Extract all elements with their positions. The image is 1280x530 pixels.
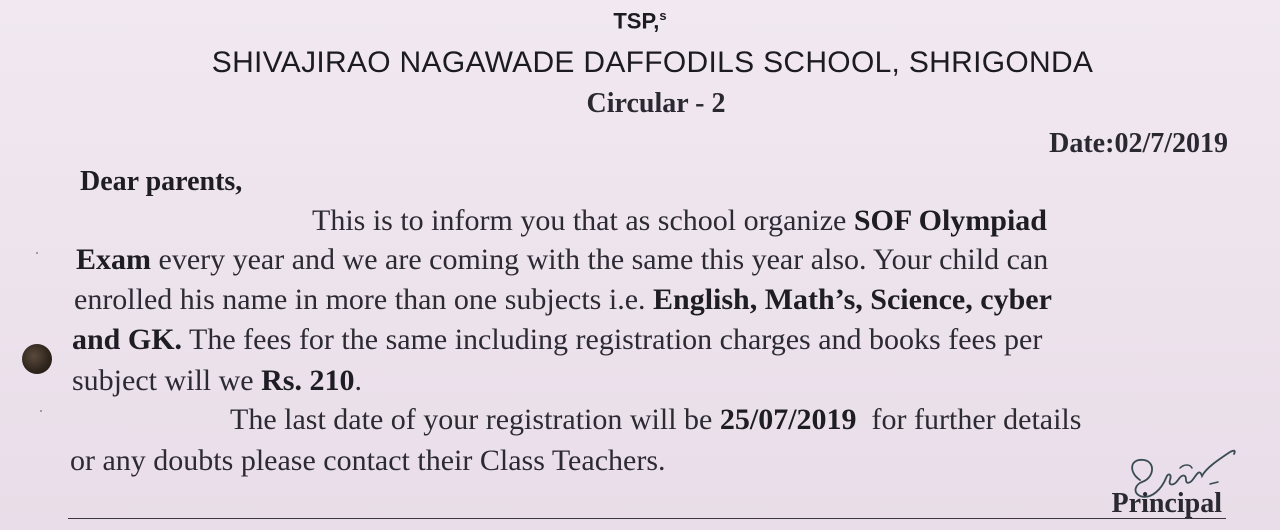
body-line-3 xyxy=(74,283,1052,317)
body-bold-text: Exam xyxy=(76,243,151,276)
tsp-text: TSP, xyxy=(613,8,660,34)
body-line-6 xyxy=(230,403,1081,437)
punch-hole xyxy=(22,344,52,374)
body-text: The last date of your registration will be xyxy=(230,403,720,436)
circular-date: Date:02/7/2019 xyxy=(1049,128,1228,159)
fee-amount: Rs. 210 xyxy=(261,364,355,397)
body-line-1 xyxy=(312,204,1047,238)
body-text: for further details xyxy=(856,403,1082,436)
body-line-5 xyxy=(72,364,362,398)
tsp-superscript: s xyxy=(659,8,667,23)
principal-label: Principal xyxy=(1111,488,1222,519)
paper-speck xyxy=(36,252,38,254)
body-line-7: or any doubts please contact their Class Teachers. xyxy=(70,444,666,477)
body-text: The fees for the same including registration charges and books fees per xyxy=(182,323,1043,356)
body-text: enrolled his name in more than one subjects i.e. xyxy=(74,283,654,316)
school-name: SHIVAJIRAO NAGAWADE DAFFODILS SCHOOL, SHRIGONDA xyxy=(211,46,1094,79)
last-date: 25/07/2019 xyxy=(719,403,857,436)
body-text: This is to inform you that as school organize xyxy=(312,204,854,237)
body-text: . xyxy=(354,364,362,397)
body-bold-text: SOF Olympiad xyxy=(853,204,1047,237)
tsp-heading xyxy=(0,8,1280,34)
body-line-2 xyxy=(76,243,1048,277)
body-bold-text: and GK. xyxy=(72,323,183,356)
body-bold-text: English, Math’s, Science, cyber xyxy=(653,283,1052,316)
body-line-4 xyxy=(72,323,1042,357)
circular-number: Circular - 2 xyxy=(586,88,726,119)
bottom-rule xyxy=(68,518,1226,519)
body-text: subject will we xyxy=(72,364,262,397)
greeting: Dear parents, xyxy=(80,166,243,197)
paper-speck xyxy=(40,410,42,412)
body-text: every year and we are coming with the same this year also. Your child can xyxy=(151,243,1049,276)
